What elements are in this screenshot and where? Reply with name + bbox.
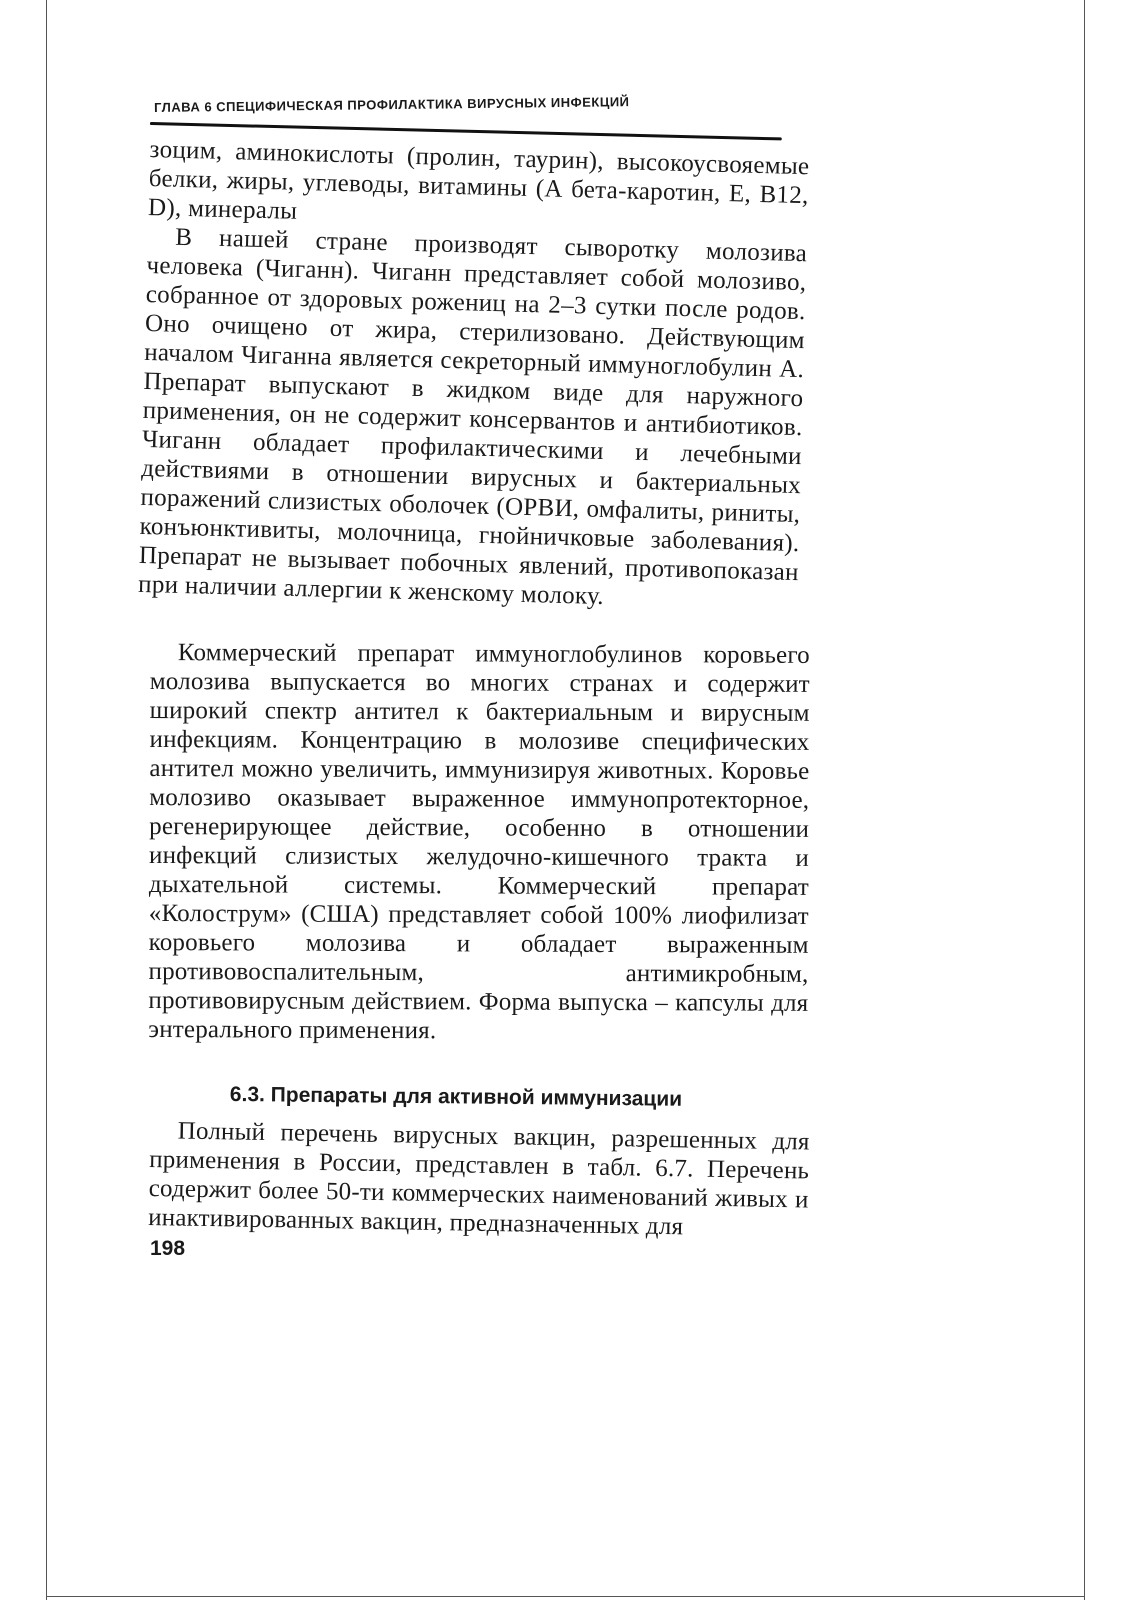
page-number: 198: [150, 1237, 186, 1260]
text-block-middle: [148, 638, 810, 1047]
paragraph-vaccine-list: Полный перечень вирусных вакцин, разрешенных для применения в России, представлен в табл. 6.7. Перечень содержит более 50-ти коммерческих наименований живых и инактивированных вакцин, предназначенных для: [147, 1117, 810, 1241]
paragraph-colostrum: Коммерческий препарат иммуноглобулинов коровьего молозива выпускается во многих странах и содержит широкий спектр антител к бактериальным и вирусным инфекциям. Концентрацию в молозиве специфических антител можно увеличить, иммунизируя животных. Коровье молозиво оказывает выраженное иммунопротекторное, регенерирующее действие, особенно в отношении инфекций слизистых желудочно-кишечного тракта и дыхательной системы. Коммерческий препарат «Колострум» (США) представляет собой 100% лиофилизат коровьего молозива и обладает выраженным противовоспалительным, антимикробным, противовирусным действием. Форма выпуска – капсулы для энтерального применения.: [148, 639, 810, 1045]
running-header: ГЛАВА 6 СПЕЦИФИЧЕСКАЯ ПРОФИЛАКТИКА ВИРУСНЫХ ИНФЕКЦИЙ: [154, 94, 630, 115]
page-border-left: [46, 0, 47, 1600]
scanned-page: [137, 94, 820, 1270]
page-border-right: [1084, 0, 1085, 1600]
page-border-bottom: [46, 1596, 1085, 1597]
text-block-bottom: [148, 1116, 810, 1244]
paragraph-continuation: зоцим, аминокислоты (пролин, таурин), высокоусвояемые белки, жиры, углеводы, витамины (А бета-каротин, Е, В12, D), минералы: [147, 135, 810, 225]
text-block-top: [138, 135, 810, 616]
section-heading: 6.3. Препараты для активной иммунизации: [229, 1083, 683, 1111]
paragraph-chigain: В нашей стране производят сыворотку молозива человека (Чиганн). Чиганн представляет собой молозиво, собранное от здоровых рожениц на 2–3 сутки после родов. Оно очищено от жира, стерилизовано. Действующим началом Чиганна является секреторный иммуноглобулин А. Препарат выпускают в жидком виде для наружного применения, он не содержит консервантов и антибиотиков. Чиганн обладает профилактическими и лечебными действиями в отношении вирусных и бактериальных поражений слизистых оболочек (ОРВИ, омфалиты, риниты, конъюнктивиты, молочница, гнойничковые заболевания). Препарат не вызывает побочных явлений, противопоказан при наличии аллергии к женскому молоку.: [137, 223, 808, 611]
